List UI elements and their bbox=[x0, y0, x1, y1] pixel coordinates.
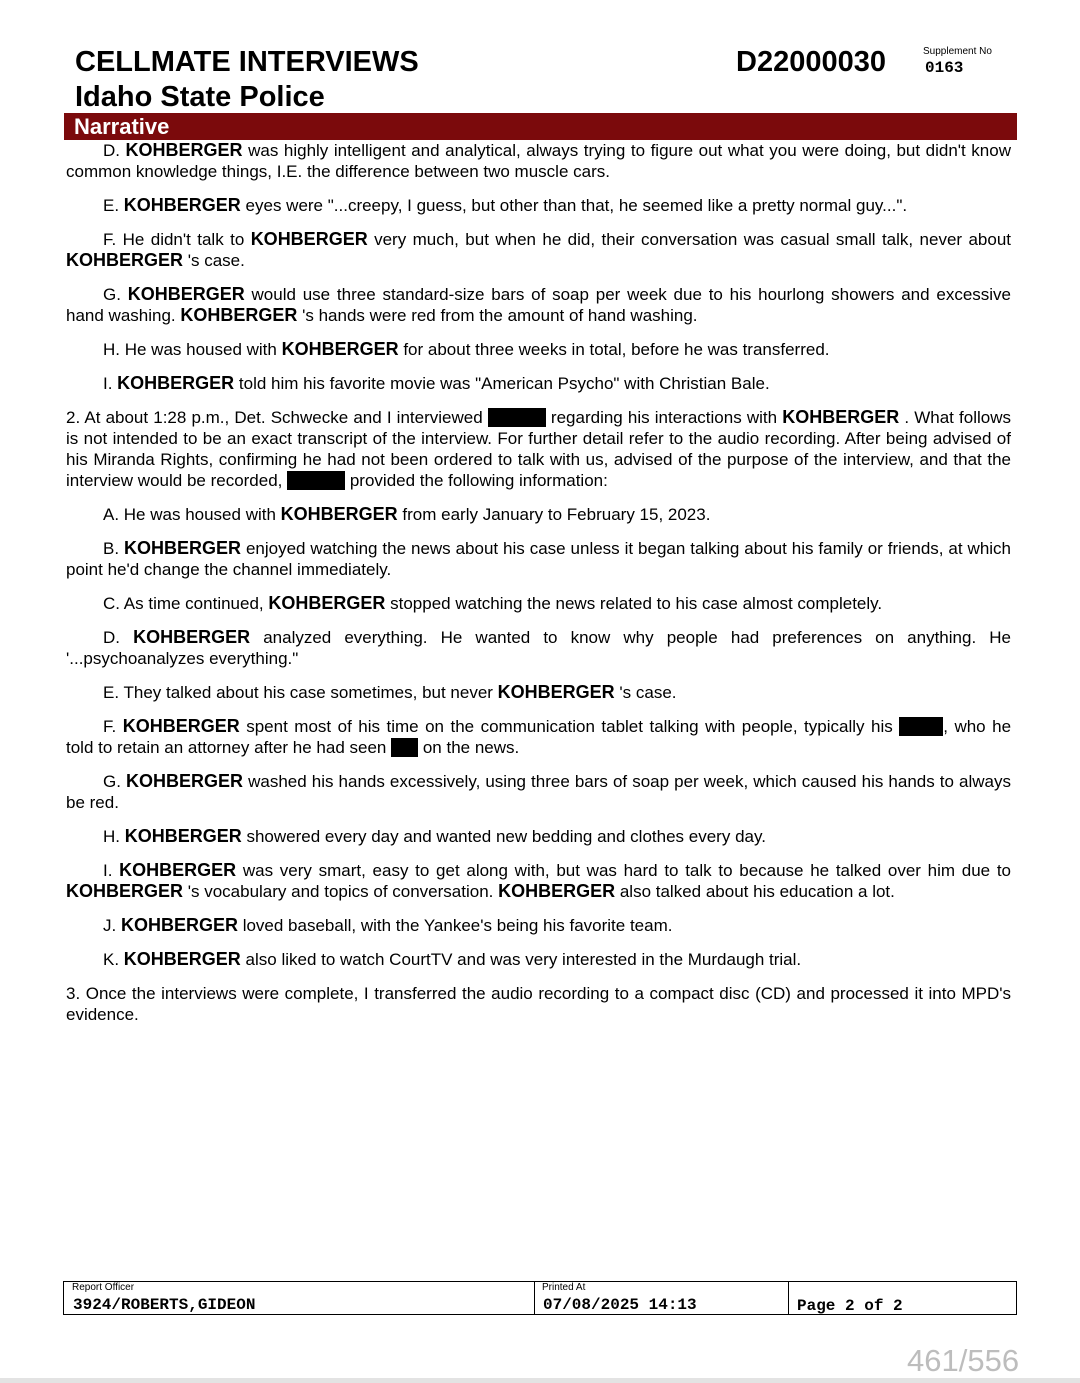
text-run: 2. At about 1:28 p.m., Det. Schwecke and I interviewed bbox=[66, 408, 488, 427]
viewer-page-counter: 461/556 bbox=[907, 1343, 1020, 1378]
redaction-box bbox=[287, 471, 345, 490]
suspect-name: KOHBERGER bbox=[180, 305, 298, 325]
text-run: K. bbox=[103, 950, 124, 969]
suspect-name: KOHBERGER bbox=[126, 771, 244, 791]
text-run: was highly intelligent and analytical, always trying to figure out what you were doing, but didn't know common knowledge things, I.E. the difference between two muscle cars. bbox=[66, 141, 1011, 181]
text-run: enjoyed watching the news about his case unless it began talking about his family or friends, at which point he'd change the channel immediately. bbox=[66, 539, 1011, 579]
paragraph-2c bbox=[66, 593, 1011, 614]
text-run: D. bbox=[103, 628, 134, 647]
text-run: spent most of his time on the communication tablet talking with people, typically his bbox=[239, 717, 900, 736]
text-run: I. bbox=[103, 861, 120, 880]
paragraph-2 bbox=[66, 407, 1011, 491]
text-run: G. bbox=[103, 772, 127, 791]
paragraph-2h bbox=[66, 826, 1011, 847]
report-officer-cell bbox=[64, 1282, 535, 1314]
text-run: also liked to watch CourtTV and was very interested in the Murdaugh trial. bbox=[240, 950, 802, 969]
text-run: F. He didn't talk to bbox=[103, 230, 251, 249]
suspect-name: KOHBERGER bbox=[782, 407, 900, 427]
text-run: I. bbox=[103, 374, 118, 393]
suspect-name: KOHBERGER bbox=[498, 881, 616, 901]
text-run: G. bbox=[103, 285, 128, 304]
text-run: very much, but when he did, their conversation was casual small talk, never about bbox=[367, 230, 1012, 249]
redaction-box bbox=[899, 717, 943, 736]
paragraph-2k bbox=[66, 949, 1011, 970]
redaction-box bbox=[488, 408, 546, 427]
text-run: A. He was housed with bbox=[103, 505, 281, 524]
text-run: 3. Once the interviews were complete, I transferred the audio recording to a compact disc (CD) and processed it into MPD's evidence. bbox=[66, 984, 1011, 1024]
text-run: D. bbox=[103, 141, 126, 160]
text-run: analyzed everything. He wanted to know why people had preferences on anything. He '...psychoanalyzes everything." bbox=[66, 628, 1011, 668]
text-run: F. bbox=[103, 717, 123, 736]
text-run: 's case. bbox=[614, 683, 677, 702]
text-run: 's vocabulary and topics of conversation. bbox=[183, 882, 499, 901]
paragraph-2j bbox=[66, 915, 1011, 936]
paragraph-3 bbox=[66, 983, 1011, 1025]
suspect-name: KOHBERGER bbox=[125, 140, 243, 160]
text-run: C. As time continued, bbox=[103, 594, 269, 613]
printed-at-value: 07/08/2025 14:13 bbox=[543, 1296, 697, 1314]
text-run: also talked about his education a lot. bbox=[615, 882, 895, 901]
case-number: D22000030 bbox=[736, 46, 886, 78]
paragraph-1e bbox=[66, 195, 1011, 216]
suspect-name: KOHBERGER bbox=[123, 195, 241, 215]
text-run: from early January to February 15, 2023. bbox=[397, 505, 711, 524]
suspect-name: KOHBERGER bbox=[124, 826, 242, 846]
text-run: stopped watching the news related to his case almost completely. bbox=[385, 594, 883, 613]
report-footer bbox=[63, 1281, 1017, 1315]
suspect-name: KOHBERGER bbox=[66, 881, 184, 901]
report-title: CELLMATE INTERVIEWS bbox=[75, 46, 419, 78]
page-number-cell bbox=[788, 1282, 1016, 1314]
text-run: would use three standard-size bars of soap per week due to his hourlong showers and excessive hand washing. bbox=[66, 285, 1011, 325]
report-officer-value: 3924/ROBERTS,GIDEON bbox=[73, 1296, 256, 1314]
paragraph-2a bbox=[66, 504, 1011, 525]
text-run: loved baseball, with the Yankee's being his favorite team. bbox=[237, 916, 673, 935]
text-run: E. They talked about his case sometimes, but never bbox=[103, 683, 498, 702]
supplement-number: 0163 bbox=[925, 59, 964, 77]
paragraph-1i bbox=[66, 373, 1011, 394]
section-label: Narrative bbox=[74, 114, 170, 139]
report-officer-label: Report Officer bbox=[72, 1282, 135, 1293]
paragraph-2d bbox=[66, 627, 1011, 669]
text-run: . What follows is not intended to be an exact transcript of the interview. For further detail refer to the audio recording. After being advised of his Miranda Rights, confirming he had not been ordered to talk with us, advised of the purpose of the interview, and that the interview would be recorded, bbox=[66, 408, 1011, 490]
paragraph-1g bbox=[66, 284, 1011, 326]
suspect-name: KOHBERGER bbox=[123, 949, 241, 969]
viewer-bottom-bar bbox=[0, 1378, 1080, 1383]
paragraph-2b bbox=[66, 538, 1011, 580]
suspect-name: KOHBERGER bbox=[117, 373, 235, 393]
suspect-name: KOHBERGER bbox=[120, 915, 238, 935]
text-run: 's case. bbox=[183, 251, 245, 270]
suspect-name: KOHBERGER bbox=[66, 250, 184, 270]
paragraph-2f bbox=[66, 716, 1011, 758]
suspect-name: KOHBERGER bbox=[122, 716, 240, 736]
agency-name: Idaho State Police bbox=[75, 81, 325, 113]
text-run: washed his hands excessively, using three bars of soap per week, which caused his hands to always be red. bbox=[66, 772, 1011, 812]
text-run: was very smart, easy to get along with, but was hard to talk to because he talked over him due to bbox=[236, 861, 1011, 880]
text-run: E. bbox=[103, 196, 124, 215]
text-run: regarding his interactions with bbox=[545, 408, 783, 427]
text-run: H. He was housed with bbox=[103, 340, 282, 359]
suspect-name: KOHBERGER bbox=[119, 860, 237, 880]
text-run: H. bbox=[103, 827, 125, 846]
paragraph-1f bbox=[66, 229, 1011, 271]
text-run: 's hands were red from the amount of hand washing. bbox=[297, 306, 698, 325]
printed-at-cell bbox=[534, 1282, 789, 1314]
text-run: for about three weeks in total, before he was transferred. bbox=[398, 340, 830, 359]
narrative-body bbox=[66, 140, 1011, 1025]
suspect-name: KOHBERGER bbox=[133, 627, 251, 647]
suspect-name: KOHBERGER bbox=[250, 229, 368, 249]
text-run: told him his favorite movie was "American Psycho" with Christian Bale. bbox=[234, 374, 770, 393]
redaction-box bbox=[391, 738, 418, 757]
paragraph-2i bbox=[66, 860, 1011, 902]
suspect-name: KOHBERGER bbox=[268, 593, 386, 613]
text-run: showered every day and wanted new bedding and clothes every day. bbox=[241, 827, 766, 846]
suspect-name: KOHBERGER bbox=[497, 682, 615, 702]
paragraph-1h bbox=[66, 339, 1011, 360]
paragraph-1d bbox=[66, 140, 1011, 182]
text-run: J. bbox=[103, 916, 121, 935]
suspect-name: KOHBERGER bbox=[124, 538, 242, 558]
text-run: B. bbox=[103, 539, 124, 558]
printed-at-label: Printed At bbox=[542, 1282, 586, 1293]
supplement-label: Supplement No bbox=[923, 46, 992, 57]
page-number: Page 2 of 2 bbox=[797, 1297, 903, 1315]
text-run: eyes were "...creepy, I guess, but other than that, he seemed like a pretty normal guy...". bbox=[240, 196, 908, 215]
text-run: on the news. bbox=[418, 738, 520, 757]
suspect-name: KOHBERGER bbox=[281, 339, 399, 359]
paragraph-2e bbox=[66, 682, 1011, 703]
text-run: , who he told to retain an attorney after he had seen bbox=[66, 717, 1012, 757]
suspect-name: KOHBERGER bbox=[127, 284, 245, 304]
narrative-section-bar bbox=[64, 113, 1017, 140]
suspect-name: KOHBERGER bbox=[280, 504, 398, 524]
paragraph-2g bbox=[66, 771, 1011, 813]
text-run: provided the following information: bbox=[345, 471, 608, 490]
